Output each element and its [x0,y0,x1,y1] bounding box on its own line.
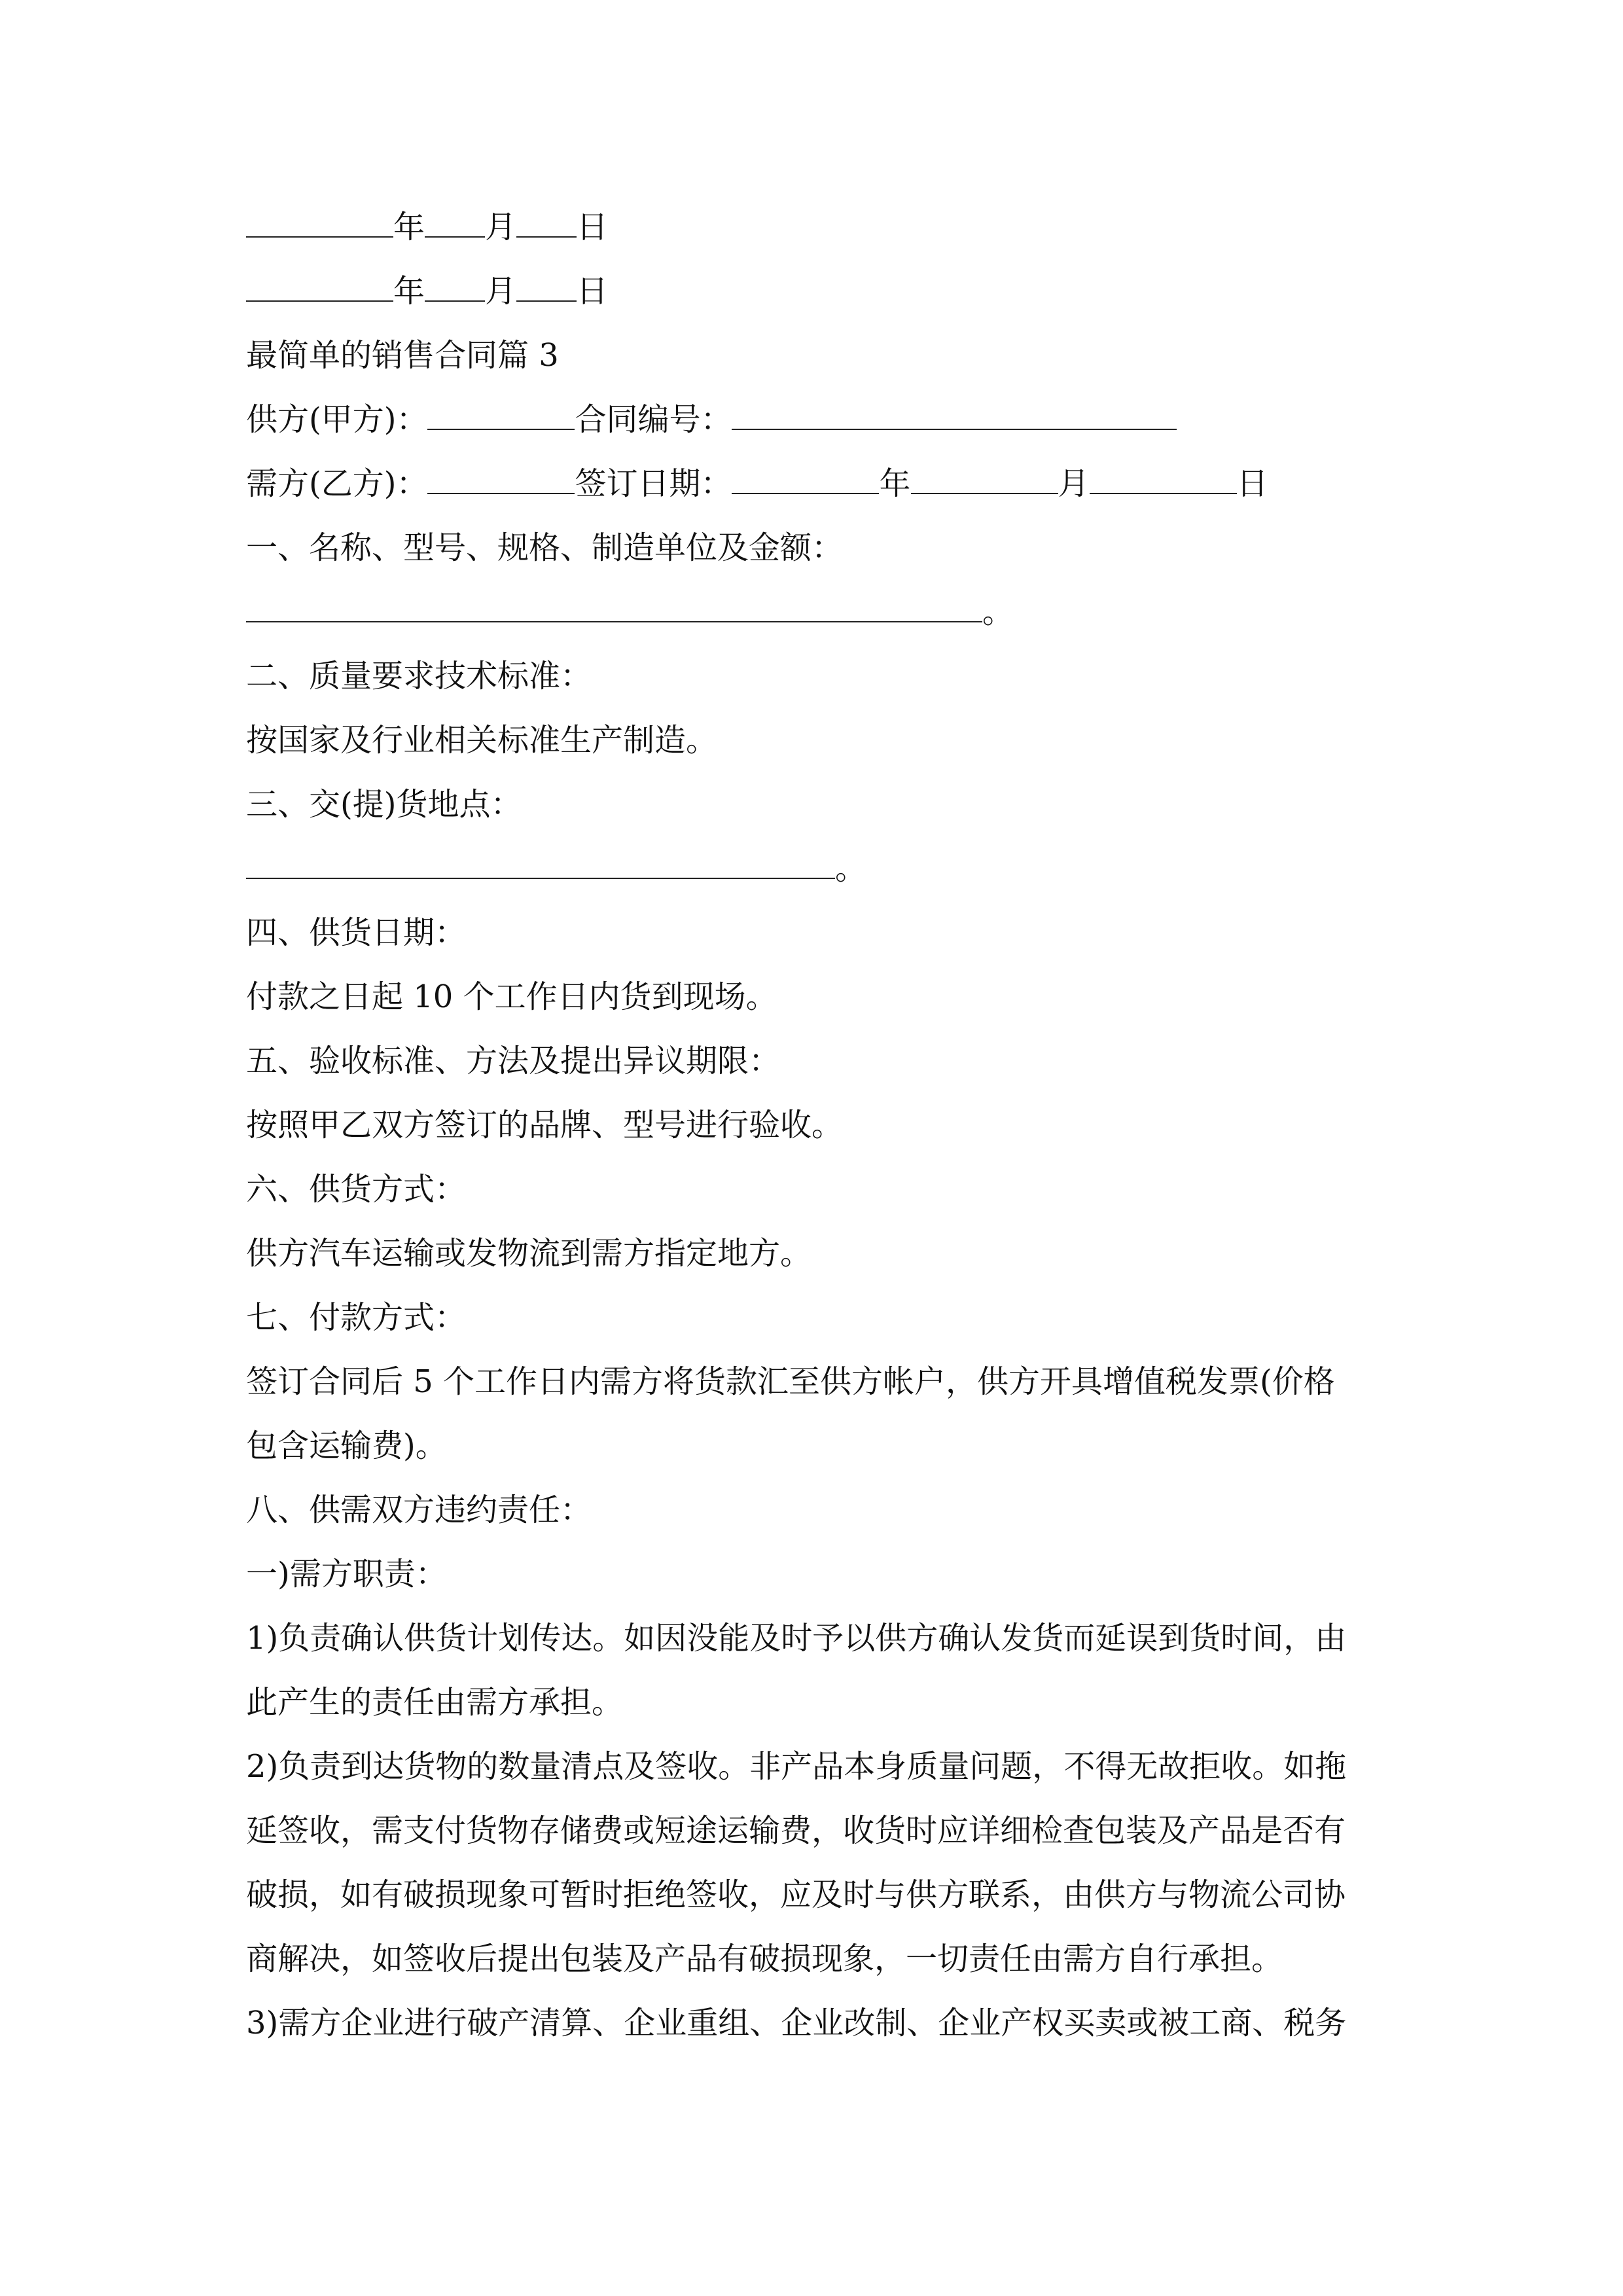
item-1-line: 此产生的责任由需方承担。 [246,1684,624,1721]
section-2-body: 按国家及行业相关标准生产制造。 [246,722,718,759]
sign-day-label: 日 [1236,465,1268,502]
day-blank[interactable] [516,196,577,238]
year-blank[interactable] [246,196,393,238]
year-label: 年 [393,273,425,310]
section-4-heading: 四、供货日期： [246,914,467,951]
item-2-line: 破损，如有破损现象可暂时拒绝签收，应及时与供方联系，由供方与物流公司协 [246,1876,1346,1913]
section-1-fill-line [246,580,1385,644]
section-8-heading: 八、供需双方违约责任： [246,1492,592,1528]
signature-date-line-1 [246,195,1385,259]
month-blank[interactable] [425,260,485,302]
sign-day-blank[interactable] [1090,452,1237,494]
section-5-heading: 五、验收标准、方法及提出异议期限： [246,1043,781,1079]
item-2-line: 延签收，需支付货物存储费或短途运输费，收货时应详细检查包装及产品是否有 [246,1812,1346,1849]
sign-year-blank[interactable] [732,452,879,494]
sign-date-label: 签订日期： [575,465,732,502]
item-2-line: 商解决，如签收后提出包装及产品有破损现象，一切责任由需方自行承担。 [246,1941,1283,1977]
section-1-blank[interactable] [246,581,982,622]
document-body [246,195,1385,2055]
supplier-row [246,387,1385,452]
section-8-subheading: 一)需方职责： [246,1556,447,1592]
item-1-line: 1)负责确认供货计划传达。如因没能及时予以供方确认发货而延误到货时间，由 [246,1620,1347,1657]
section-7-heading: 七、付款方式： [246,1299,467,1336]
day-blank[interactable] [516,260,577,302]
section-6-heading: 六、供货方式： [246,1171,467,1208]
day-label: 日 [577,209,609,245]
contract-no-label: 合同编号： [575,401,732,438]
day-label: 日 [577,273,609,310]
buyer-row [246,452,1385,516]
section-4-body: 付款之日起 10 个工作日内货到现场。 [246,978,777,1015]
buyer-label: 需方(乙方)： [246,465,428,502]
section-7-body-line: 包含运输费)。 [246,1427,447,1464]
section-5-body: 按照甲乙双方签订的品牌、型号进行验收。 [246,1107,844,1143]
sign-month-label: 月 [1058,465,1090,502]
section-2-heading: 二、质量要求技术标准： [246,658,592,694]
year-label: 年 [393,209,425,245]
section-7-body-line: 签订合同后 5 个工作日内需方将货款汇至供方帐户，供方开具增值税发票(价格 [246,1363,1335,1400]
signature-date-line-2 [246,259,1385,323]
buyer-blank[interactable] [427,452,575,494]
item-2-line: 2)负责到达货物的数量清点及签收。非产品本身质量问题，不得无故拒收。如拖 [246,1748,1347,1785]
month-blank[interactable] [425,196,485,238]
section-3-period: 。 [835,850,867,887]
sign-year-label: 年 [879,465,911,502]
supplier-blank[interactable] [427,388,575,430]
month-label: 月 [485,209,517,245]
section-1-heading: 一、名称、型号、规格、制造单位及金额： [246,529,844,566]
sign-month-blank[interactable] [911,452,1058,494]
section-3-heading: 三、交(提)货地点： [246,786,522,823]
month-label: 月 [485,273,517,310]
section-1-period: 。 [982,594,1014,630]
year-blank[interactable] [246,260,393,302]
supplier-label: 供方(甲方)： [246,401,428,438]
item-3-line: 3)需方企业进行破产清算、企业重组、企业改制、企业产权买卖或被工商、税务 [246,2005,1347,2041]
section-3-blank[interactable] [246,837,835,879]
document-title: 最简单的销售合同篇 3 [246,337,559,374]
contract-no-blank[interactable] [732,388,1177,430]
section-6-body: 供方汽车运输或发物流到需方指定地方。 [246,1235,812,1272]
section-3-fill-line [246,836,1385,901]
